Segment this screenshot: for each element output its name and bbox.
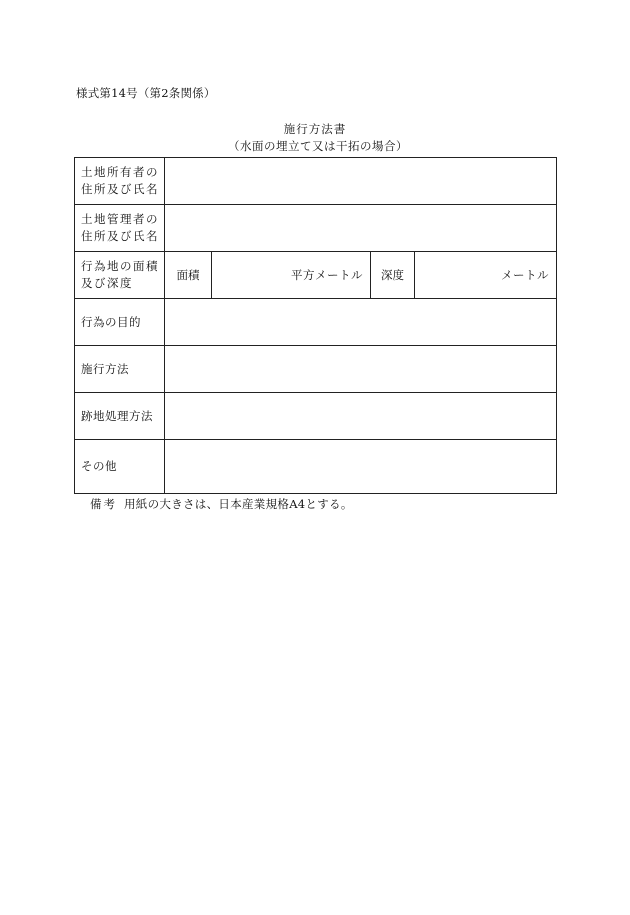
document-subtitle: （水面の埋立て又は干拓の場合） <box>228 139 408 153</box>
other-row <box>75 440 557 494</box>
form-number: 様式第14号（第2条関係） <box>76 86 216 100</box>
title-block <box>0 121 630 155</box>
depth-label: 深度 <box>371 252 415 299</box>
owner-label-line1: 土地所有者の <box>81 165 159 179</box>
purpose-row <box>75 299 557 346</box>
remark-heading: 備考 <box>90 497 117 511</box>
remark-text: 用紙の大きさは、日本産業規格A4とする。 <box>124 497 353 511</box>
manager-row <box>75 205 557 252</box>
other-value-cell[interactable] <box>165 440 557 494</box>
area-depth-label-line2: 及び深度 <box>81 276 133 290</box>
construction-method-form-table <box>74 157 557 494</box>
site-treatment-row <box>75 393 557 440</box>
owner-row <box>75 158 557 205</box>
other-label: その他 <box>75 440 165 494</box>
remark <box>90 496 353 512</box>
site-treatment-label: 跡地処理方法 <box>75 393 165 440</box>
area-depth-label-line1: 行為地の面積 <box>81 259 159 273</box>
area-depth-label <box>75 252 165 299</box>
document-title: 施行方法書 <box>283 122 347 136</box>
owner-label-line2: 住所及び氏名 <box>81 182 159 196</box>
manager-label-line2: 住所及び氏名 <box>81 229 159 243</box>
method-value-cell[interactable] <box>165 346 557 393</box>
area-unit: 平方メートル <box>291 268 363 282</box>
method-row <box>75 346 557 393</box>
method-label: 施行方法 <box>75 346 165 393</box>
purpose-label: 行為の目的 <box>75 299 165 346</box>
purpose-value-cell[interactable] <box>165 299 557 346</box>
area-depth-row <box>75 252 557 299</box>
manager-label <box>75 205 165 252</box>
manager-value-cell[interactable] <box>165 205 557 252</box>
owner-label <box>75 158 165 205</box>
site-treatment-value-cell[interactable] <box>165 393 557 440</box>
area-label: 面積 <box>165 252 212 299</box>
depth-value-cell[interactable] <box>415 252 557 299</box>
area-value-cell[interactable] <box>212 252 371 299</box>
depth-unit: メートル <box>501 268 549 282</box>
owner-value-cell[interactable] <box>165 158 557 205</box>
manager-label-line1: 土地管理者の <box>81 212 159 226</box>
